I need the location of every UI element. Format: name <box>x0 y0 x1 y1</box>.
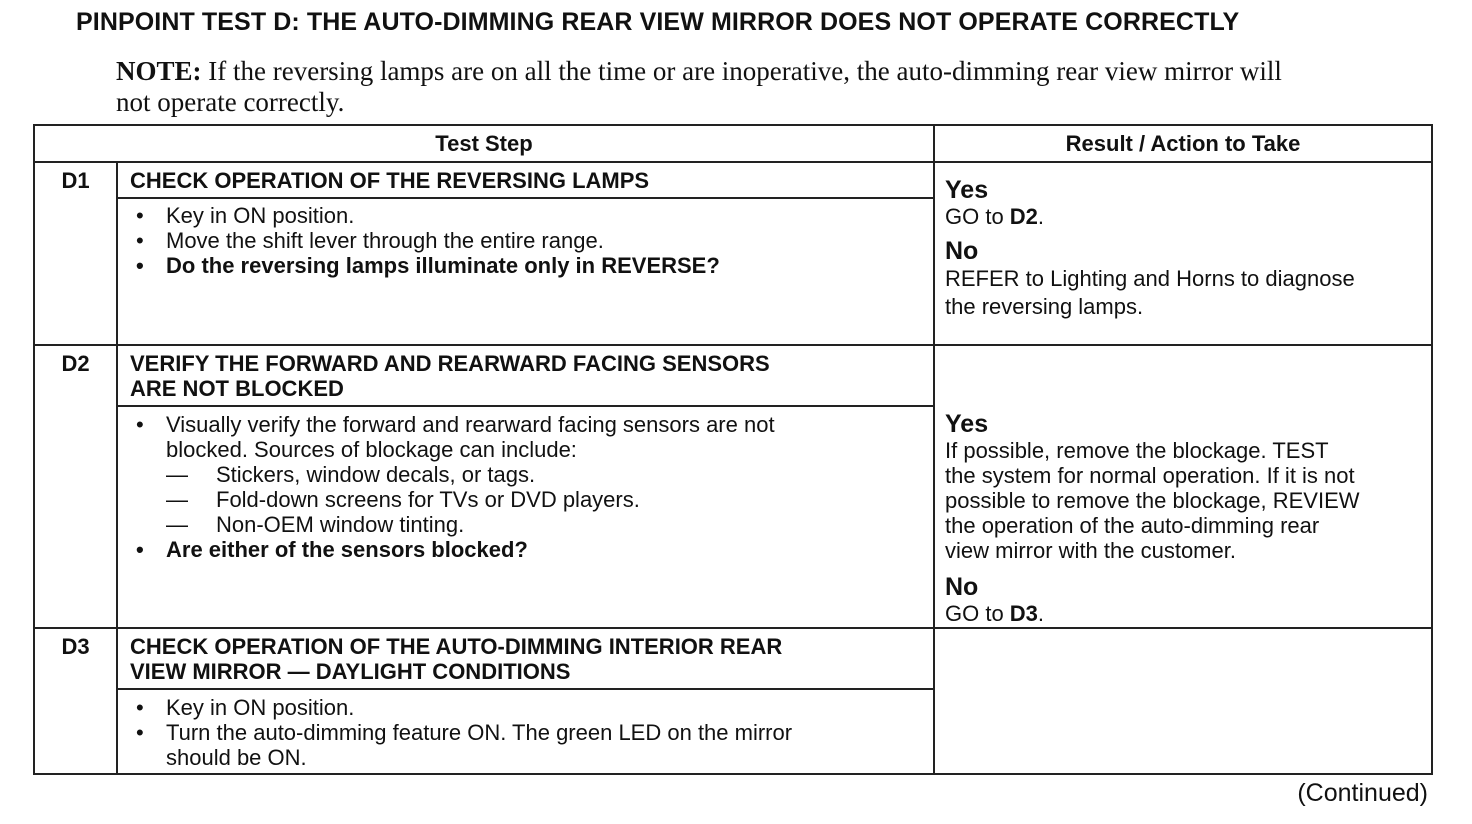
step-body-d1 <box>130 203 920 278</box>
goto-target: D2 <box>1009 204 1038 229</box>
sub-list-text: Non-OEM window tinting. <box>216 512 465 537</box>
note-label: NOTE: <box>116 56 202 86</box>
d2-row-divider <box>35 627 1431 629</box>
step-body-d2 <box>130 412 920 562</box>
header-divider <box>35 161 1431 163</box>
heading-line: VIEW MIRROR — DAYLIGHT CONDITIONS <box>130 659 571 684</box>
sub-list-text: Fold-down screens for TVs or DVD players. <box>216 487 640 512</box>
step-id-d3: D3 <box>61 634 90 659</box>
result-yes-label: Yes <box>945 410 989 438</box>
goto-target: D3 <box>1009 601 1038 626</box>
step-heading-d3 <box>130 634 920 684</box>
result-yes-line: view mirror with the customer. <box>945 538 1236 563</box>
dash-mark: — <box>166 462 188 487</box>
sub-list-text: Stickers, window decals, or tags. <box>216 462 536 487</box>
result-text: GO to <box>945 601 1010 626</box>
list-item <box>130 720 920 770</box>
sub-list-item <box>166 462 920 487</box>
result-yes-line: possible to remove the blockage, REVIEW <box>945 488 1360 513</box>
page-title: PINPOINT TEST D: THE AUTO-DIMMING REAR VIEW MIRROR DOES NOT OPERATE CORRECTLY <box>76 8 1240 36</box>
step-heading-d1 <box>130 168 920 193</box>
list-item: • Key in ON position. <box>130 695 920 720</box>
d1-row-divider <box>35 344 1431 346</box>
result-yes-text <box>945 204 1429 229</box>
list-item: • Move the shift lever through the entire range. <box>130 228 920 253</box>
result-no-text <box>945 601 1429 626</box>
sub-list-item <box>166 487 920 512</box>
header-test-step: Test Step <box>435 131 533 156</box>
list-item-line: • Visually verify the forward and rearward facing sensors are not <box>166 412 775 437</box>
header-result-action: Result / Action to Take <box>1065 131 1301 156</box>
step-id-d2: D2 <box>61 351 90 376</box>
step-body-d3 <box>130 695 920 770</box>
dash-mark: — <box>166 512 188 537</box>
result-text-end: . <box>1037 204 1045 229</box>
list-item-line: blocked. Sources of blockage can include: <box>166 437 577 462</box>
result-d1 <box>945 176 1429 321</box>
list-item-line: • Turn the auto-dimming feature ON. The green LED on the mirror <box>166 720 793 745</box>
result-no-label: No <box>945 237 979 265</box>
result-yes-label: Yes <box>945 176 989 204</box>
result-text: GO to <box>945 204 1010 229</box>
heading-line: CHECK OPERATION OF THE REVERSING LAMPS <box>130 168 650 193</box>
result-yes-line: the operation of the auto-dimming rear <box>945 513 1320 538</box>
result-d2 <box>945 410 1429 626</box>
pinpoint-test-table <box>33 124 1433 775</box>
column-divider <box>933 126 935 773</box>
dash-mark: — <box>166 487 188 512</box>
step-question-d2: • Are either of the sensors blocked? <box>130 537 920 562</box>
result-yes-line: If possible, remove the blockage. TEST <box>945 438 1329 463</box>
d2-heading-divider <box>116 405 933 407</box>
step-heading-d2 <box>130 351 920 401</box>
sub-list-item <box>166 512 920 537</box>
step-id-divider <box>116 161 118 773</box>
result-no-line: REFER to Lighting and Horns to diagnose <box>945 266 1355 291</box>
step-id-d1: D1 <box>61 168 90 193</box>
heading-line: VERIFY THE FORWARD AND REARWARD FACING SENSORS <box>130 351 770 376</box>
list-item-line: should be ON. <box>166 745 307 770</box>
continued-label: (Continued) <box>1297 779 1428 807</box>
d3-heading-divider <box>116 688 933 690</box>
result-no-label: No <box>945 573 979 601</box>
result-no-line: the reversing lamps. <box>945 294 1144 319</box>
list-item <box>130 412 920 537</box>
note-paragraph <box>116 56 1296 118</box>
note-text: If the reversing lamps are on all the time or are inoperative, the auto-dimming rear view mirror will not operate correctly. <box>116 56 1282 117</box>
heading-line: ARE NOT BLOCKED <box>130 376 344 401</box>
heading-line: CHECK OPERATION OF THE AUTO-DIMMING INTERIOR REAR <box>130 634 783 659</box>
step-question-d1: • Do the reversing lamps illuminate only in REVERSE? <box>130 253 920 278</box>
result-text-end: . <box>1037 601 1045 626</box>
d1-heading-divider <box>116 197 933 199</box>
result-yes-line: the system for normal operation. If it is not <box>945 463 1355 488</box>
list-item: • Key in ON position. <box>130 203 920 228</box>
